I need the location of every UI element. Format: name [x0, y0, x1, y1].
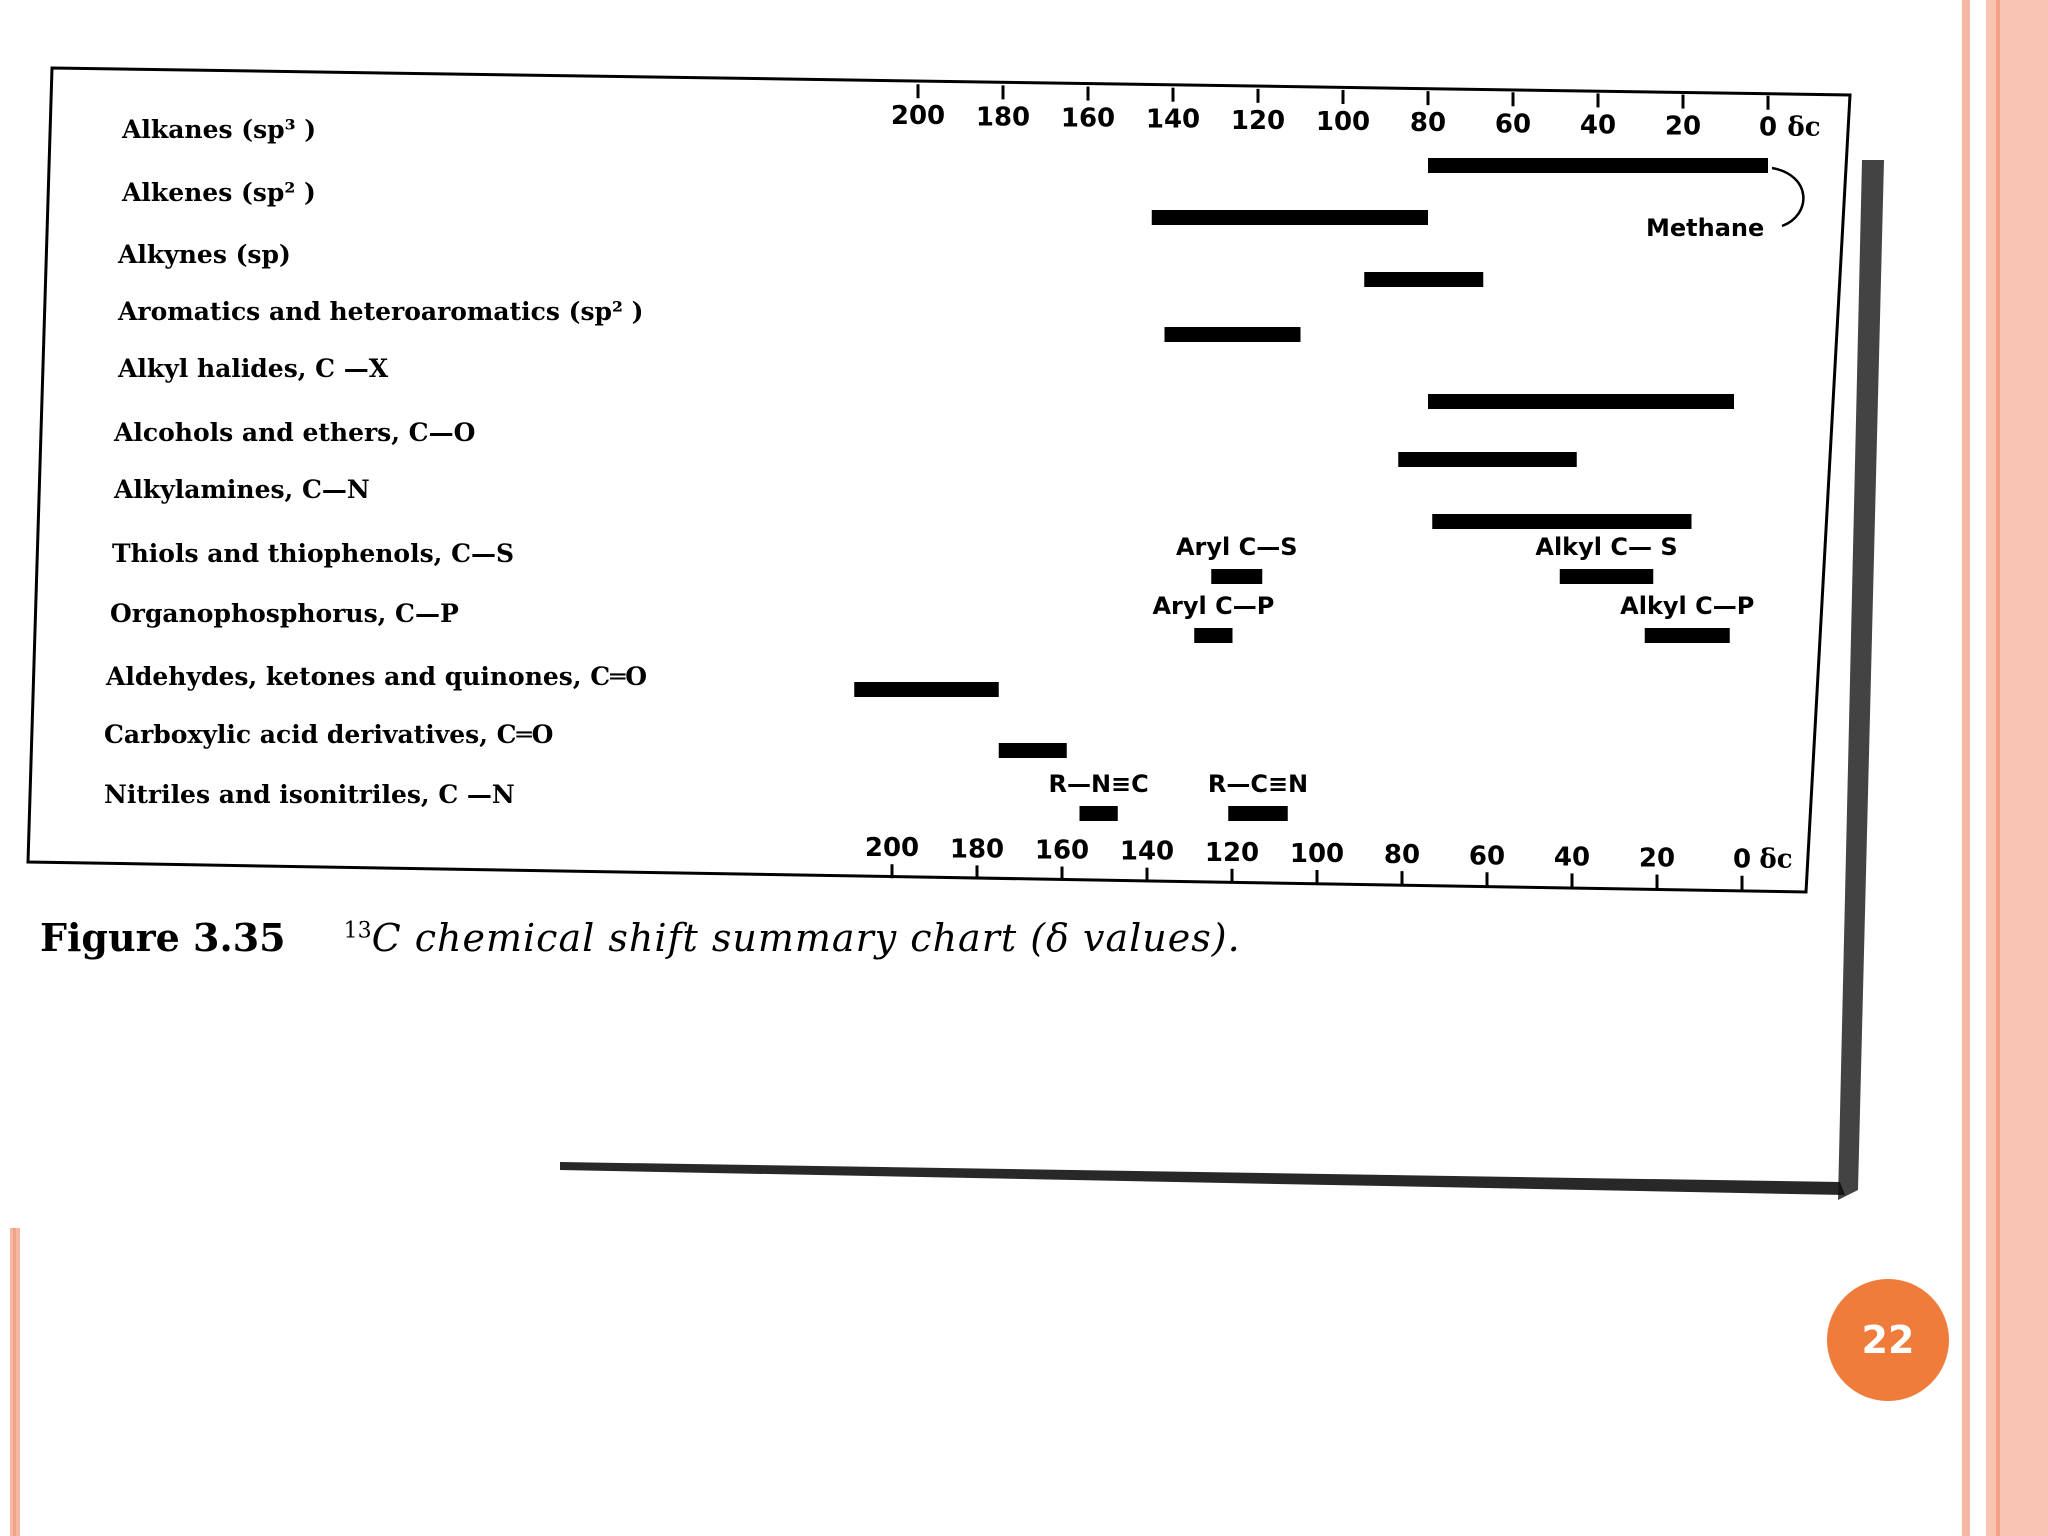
page-bottom-edge [560, 1162, 1845, 1195]
top-tick-label: 40 [1579, 110, 1617, 141]
top-tick-label: 140 [1145, 104, 1201, 135]
row-label: Alkenes (sp² ) [122, 178, 316, 207]
bottom-tick-label: 0 [1732, 844, 1752, 875]
bottom-tick-label: 100 [1289, 838, 1345, 869]
isotope-superscript: 13 [343, 918, 372, 944]
bottom-tick-label: 180 [949, 834, 1005, 865]
methane-label: Methane [1646, 214, 1765, 242]
row-label: Organophosphorus, C—P [110, 599, 459, 628]
row-label: Alkyl halides, C —X [118, 354, 389, 383]
range-bar [1194, 628, 1232, 643]
bottom-tick-label: 200 [864, 833, 920, 864]
top-tick-label: 0 [1758, 112, 1778, 143]
row-label: Alkynes (sp) [118, 240, 291, 269]
top-tick-label: 100 [1315, 106, 1371, 137]
range-bar [1398, 452, 1577, 467]
range-bar [1080, 806, 1118, 821]
bottom-axis [865, 833, 1793, 889]
slide-stripe-left [10, 1228, 20, 1536]
row-label: Alcohols and ethers, C—O [114, 418, 476, 447]
bottom-tick-label: 80 [1383, 840, 1421, 871]
row-label: Aldehydes, ketones and quinones, C═O [106, 662, 648, 691]
page-number-badge [1827, 1279, 1949, 1401]
top-axis-unit: δc [1787, 112, 1821, 143]
page-number: 22 [1861, 1318, 1915, 1362]
top-tick-label: 160 [1060, 103, 1116, 134]
figure-number: Figure 3.35 [40, 915, 286, 960]
range-annotation: R—C≡N [1207, 770, 1309, 798]
bottom-tick-label: 160 [1034, 835, 1090, 866]
row-label: Nitriles and isonitriles, C —N [104, 780, 515, 809]
top-tick-label: 80 [1409, 108, 1447, 139]
row-labels [104, 115, 647, 809]
page-shadow-edge [1838, 160, 1884, 1200]
range-bar [1428, 394, 1734, 409]
bottom-tick-label: 40 [1553, 842, 1591, 873]
range-bar [1228, 806, 1288, 821]
row-label: Carboxylic acid derivatives, C═O [104, 720, 554, 749]
bottom-tick-label: 20 [1638, 843, 1676, 874]
range-bar [1165, 327, 1301, 342]
row-label: Alkanes (sp³ ) [122, 115, 317, 144]
range-bar [999, 743, 1067, 758]
slide-stripe-light [1962, 0, 1970, 1536]
top-tick-label: 20 [1664, 111, 1702, 142]
row-label: Aromatics and heteroaromatics (sp² ) [118, 297, 644, 326]
row-label: Thiols and thiophenols, C—S [112, 539, 515, 568]
range-bar [1645, 628, 1730, 643]
range-annotation: Alkyl C— S [1535, 533, 1678, 561]
range-annotation: R—N≡C [1048, 770, 1149, 798]
row-label: Alkylamines, C—N [114, 475, 370, 504]
bottom-axis-unit: δc [1759, 844, 1793, 875]
bottom-tick-label: 120 [1204, 837, 1260, 868]
caption-text: C chemical shift summary chart (δ values). [371, 916, 1241, 960]
range-annotation: Aryl C—P [1152, 592, 1275, 620]
range-bar [1364, 272, 1483, 287]
range-annotation: Aryl C—S [1175, 533, 1298, 561]
range-bar [1432, 514, 1691, 529]
top-tick-label: 120 [1230, 105, 1286, 136]
top-tick-label: 60 [1494, 109, 1532, 140]
range-bar [1560, 569, 1654, 584]
range-bar [1428, 158, 1768, 173]
range-bar [1211, 569, 1262, 584]
range-bar [854, 682, 999, 697]
slide-stripe-gap [1970, 0, 1986, 1536]
top-tick-label: 180 [975, 102, 1031, 133]
top-tick-label: 200 [890, 101, 946, 132]
range-annotation: Alkyl C—P [1620, 592, 1755, 620]
methane-callout-arrow [1772, 168, 1803, 226]
range-bar [1152, 210, 1428, 225]
slide-stripe-wide [1986, 0, 2048, 1536]
bottom-tick-label: 60 [1468, 841, 1506, 872]
figure-caption [40, 915, 1540, 960]
bottom-tick-label: 140 [1119, 836, 1175, 867]
range-bars [854, 158, 1768, 821]
